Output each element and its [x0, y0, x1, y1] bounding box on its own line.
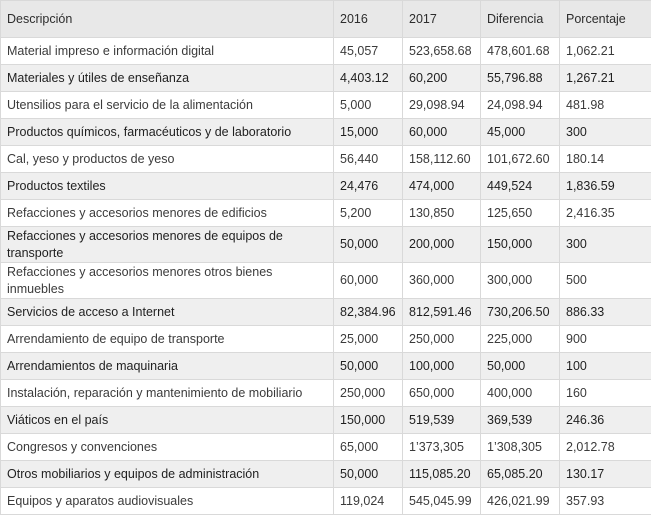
- cell-difference: 50,000: [481, 353, 560, 380]
- table-row: [1, 299, 651, 326]
- cell-2016: 5,200: [334, 200, 403, 227]
- cell-2016: 45,057: [334, 38, 403, 65]
- cell-description: Congresos y convenciones: [1, 434, 334, 461]
- cell-percentage: 180.14: [560, 146, 651, 173]
- table-row: [1, 146, 651, 173]
- cell-difference: 55,796.88: [481, 65, 560, 92]
- cell-2017: 1’373,305: [403, 434, 481, 461]
- header-percentage: Porcentaje: [560, 1, 651, 38]
- cell-percentage: 100: [560, 353, 651, 380]
- cell-2016: 60,000: [334, 263, 403, 299]
- table-row: [1, 407, 651, 434]
- table-row: [1, 65, 651, 92]
- table-row: [1, 380, 651, 407]
- cell-percentage: 300: [560, 227, 651, 263]
- cell-2017: 29,098.94: [403, 92, 481, 119]
- cell-difference: 478,601.68: [481, 38, 560, 65]
- cell-difference: 300,000: [481, 263, 560, 299]
- table-row: [1, 263, 651, 299]
- cell-description: Otros mobiliarios y equipos de administración: [1, 461, 334, 488]
- cell-percentage: 357.93: [560, 488, 651, 515]
- table-row: [1, 353, 651, 380]
- cell-description: Arrendamiento de equipo de transporte: [1, 326, 334, 353]
- cell-percentage: 1,836.59: [560, 173, 651, 200]
- cell-description: Equipos y aparatos audiovisuales: [1, 488, 334, 515]
- cell-2017: 130,850: [403, 200, 481, 227]
- cell-2017: 650,000: [403, 380, 481, 407]
- header-description: Descripción: [1, 1, 334, 38]
- cell-2016: 82,384.96: [334, 299, 403, 326]
- cell-2016: 50,000: [334, 461, 403, 488]
- header-difference: Diferencia: [481, 1, 560, 38]
- cell-difference: 125,650: [481, 200, 560, 227]
- cell-difference: 400,000: [481, 380, 560, 407]
- cell-2016: 5,000: [334, 92, 403, 119]
- cell-description: Materiales y útiles de enseñanza: [1, 65, 334, 92]
- cell-percentage: 2,416.35: [560, 200, 651, 227]
- cell-2017: 60,000: [403, 119, 481, 146]
- cell-difference: 369,539: [481, 407, 560, 434]
- cell-percentage: 500: [560, 263, 651, 299]
- cell-percentage: 1,267.21: [560, 65, 651, 92]
- cell-2017: 100,000: [403, 353, 481, 380]
- cell-2017: 158,112.60: [403, 146, 481, 173]
- table-row: [1, 38, 651, 65]
- cell-description: Refacciones y accesorios menores otros bienes inmuebles: [1, 263, 334, 299]
- table-row: [1, 119, 651, 146]
- cell-description: Productos químicos, farmacéuticos y de laboratorio: [1, 119, 334, 146]
- cell-difference: 426,021.99: [481, 488, 560, 515]
- table-header-row: [1, 1, 651, 38]
- cell-2016: 65,000: [334, 434, 403, 461]
- cell-difference: 730,206.50: [481, 299, 560, 326]
- table-row: [1, 227, 651, 263]
- table-row: [1, 200, 651, 227]
- table-body: [1, 38, 651, 515]
- cell-description: Viáticos en el país: [1, 407, 334, 434]
- cell-percentage: 300: [560, 119, 651, 146]
- table-row: [1, 488, 651, 515]
- cell-description: Servicios de acceso a Internet: [1, 299, 334, 326]
- cell-difference: 150,000: [481, 227, 560, 263]
- cell-2016: 50,000: [334, 227, 403, 263]
- cell-percentage: 1,062.21: [560, 38, 651, 65]
- cell-2016: 50,000: [334, 353, 403, 380]
- cell-percentage: 130.17: [560, 461, 651, 488]
- cell-description: Refacciones y accesorios menores de equipos de transporte: [1, 227, 334, 263]
- cell-2016: 250,000: [334, 380, 403, 407]
- cell-description: Cal, yeso y productos de yeso: [1, 146, 334, 173]
- cell-difference: 449,524: [481, 173, 560, 200]
- cell-2016: 4,403.12: [334, 65, 403, 92]
- cell-2017: 812,591.46: [403, 299, 481, 326]
- cell-percentage: 481.98: [560, 92, 651, 119]
- cell-2016: 119,024: [334, 488, 403, 515]
- cell-percentage: 2,012.78: [560, 434, 651, 461]
- cell-2017: 115,085.20: [403, 461, 481, 488]
- cell-2016: 24,476: [334, 173, 403, 200]
- cell-description: Instalación, reparación y mantenimiento de mobiliario: [1, 380, 334, 407]
- table-row: [1, 434, 651, 461]
- header-2016: 2016: [334, 1, 403, 38]
- cell-difference: 101,672.60: [481, 146, 560, 173]
- table-row: [1, 461, 651, 488]
- cell-difference: 45,000: [481, 119, 560, 146]
- cell-2017: 545,045.99: [403, 488, 481, 515]
- cell-2017: 523,658.68: [403, 38, 481, 65]
- cell-2017: 474,000: [403, 173, 481, 200]
- cell-difference: 65,085.20: [481, 461, 560, 488]
- cell-2017: 60,200: [403, 65, 481, 92]
- cell-description: Utensilios para el servicio de la alimentación: [1, 92, 334, 119]
- cell-2017: 519,539: [403, 407, 481, 434]
- cell-description: Material impreso e información digital: [1, 38, 334, 65]
- table-row: [1, 326, 651, 353]
- cell-percentage: 246.36: [560, 407, 651, 434]
- cell-2016: 15,000: [334, 119, 403, 146]
- cell-2017: 200,000: [403, 227, 481, 263]
- cell-description: Refacciones y accesorios menores de edificios: [1, 200, 334, 227]
- cell-2016: 56,440: [334, 146, 403, 173]
- cell-2016: 25,000: [334, 326, 403, 353]
- cell-difference: 1’308,305: [481, 434, 560, 461]
- cell-difference: 225,000: [481, 326, 560, 353]
- cell-description: Productos textiles: [1, 173, 334, 200]
- cell-percentage: 886.33: [560, 299, 651, 326]
- table-row: [1, 173, 651, 200]
- cell-description: Arrendamientos de maquinaria: [1, 353, 334, 380]
- cell-2017: 250,000: [403, 326, 481, 353]
- table-row: [1, 92, 651, 119]
- header-2017: 2017: [403, 1, 481, 38]
- cell-2017: 360,000: [403, 263, 481, 299]
- cell-percentage: 160: [560, 380, 651, 407]
- cell-percentage: 900: [560, 326, 651, 353]
- cell-2016: 150,000: [334, 407, 403, 434]
- cell-difference: 24,098.94: [481, 92, 560, 119]
